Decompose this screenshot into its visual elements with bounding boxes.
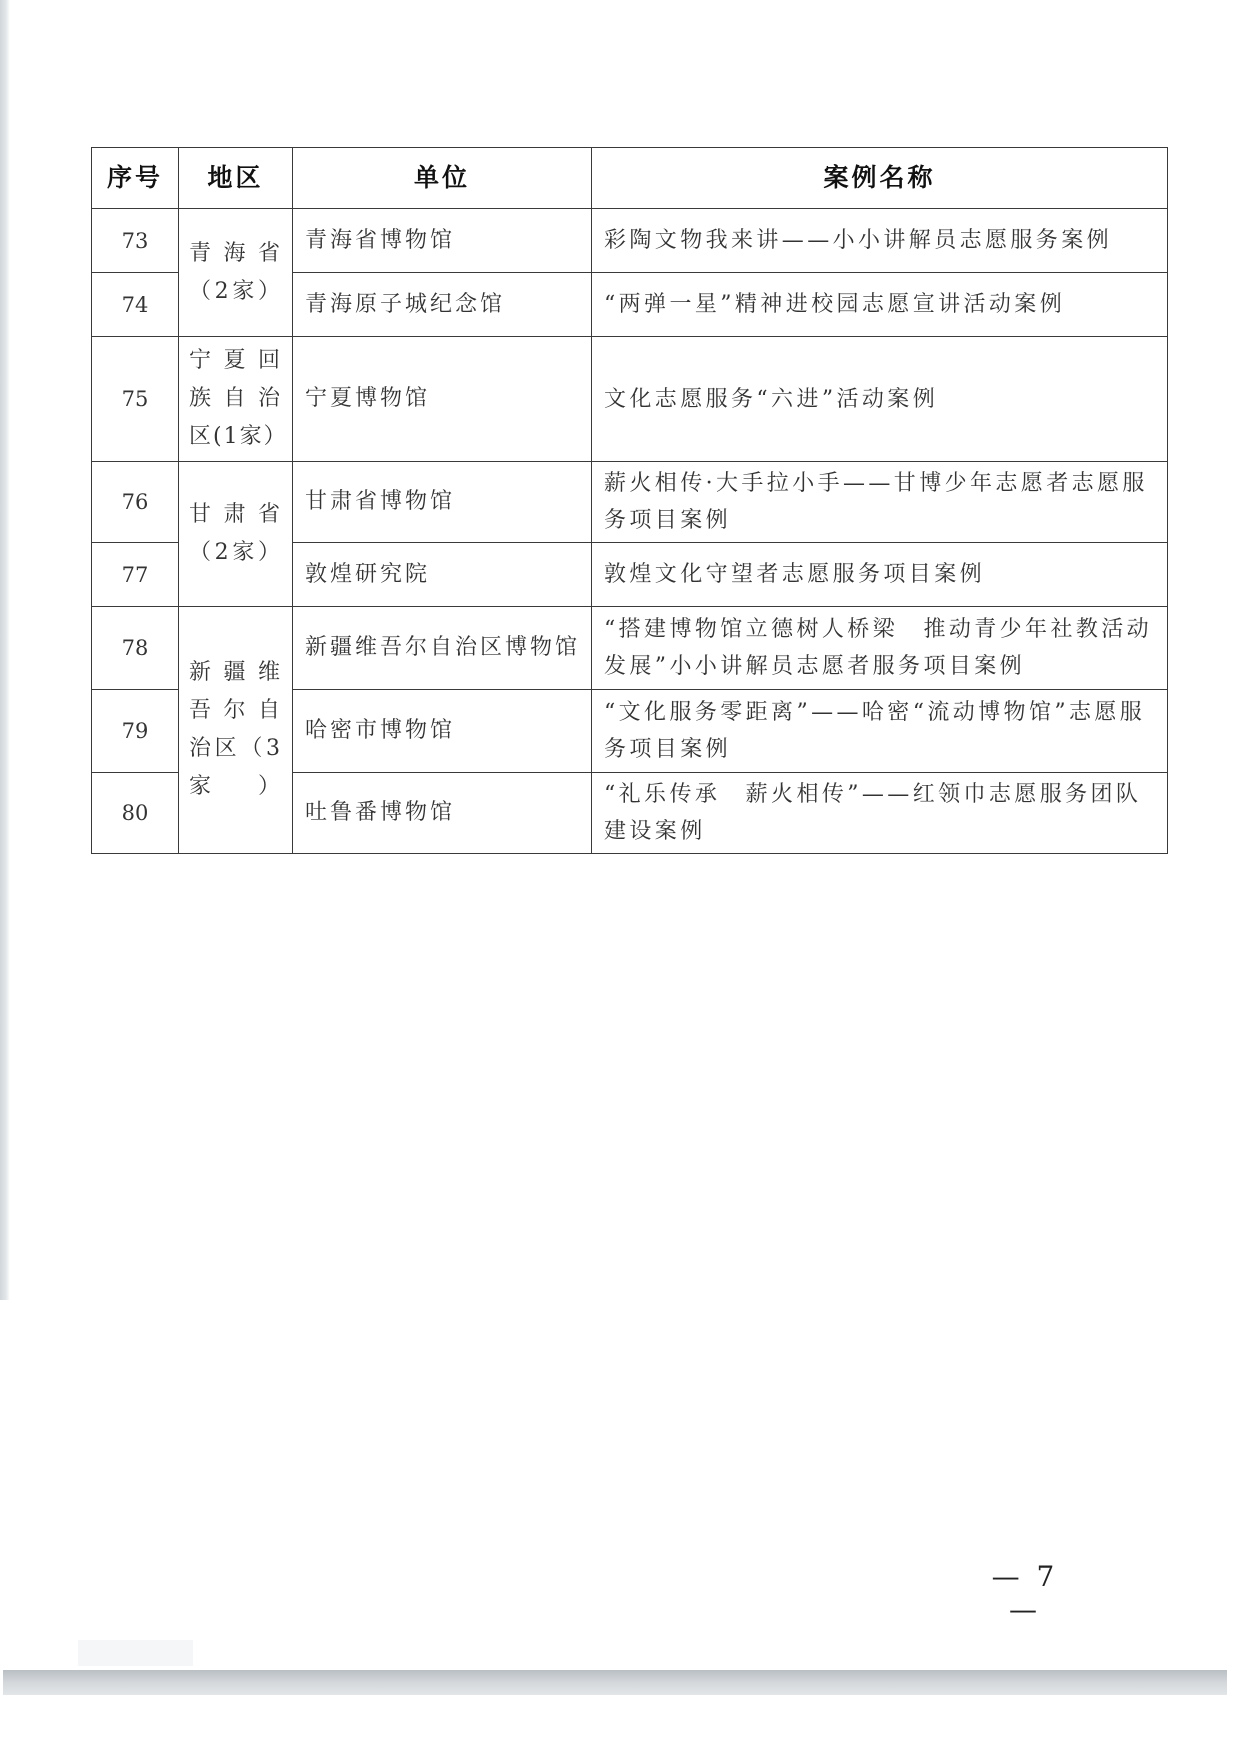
- table-header-row: [92, 148, 1168, 209]
- row-number: 77: [92, 543, 179, 607]
- header-no: 序号: [92, 148, 179, 209]
- row-number: 76: [92, 462, 179, 543]
- case-cell: “礼乐传承 薪火相传”——红领巾志愿服务团队建设案例: [592, 773, 1168, 854]
- unit-cell: 青海原子城纪念馆: [293, 273, 592, 337]
- unit-cell: 敦煌研究院: [293, 543, 592, 607]
- table-row: [92, 462, 1168, 543]
- unit-cell: 青海省博物馆: [293, 209, 592, 273]
- case-cell: 薪火相传·大手拉小手——甘博少年志愿者志愿服务项目案例: [592, 462, 1168, 543]
- table-row: [92, 337, 1168, 462]
- region-cell: 新疆维吾尔自治区（3家）: [179, 607, 293, 854]
- case-list-table: [91, 147, 1168, 854]
- table-row: [92, 607, 1168, 690]
- case-cell: 敦煌文化守望者志愿服务项目案例: [592, 543, 1168, 607]
- unit-cell: 宁夏博物馆: [293, 337, 592, 462]
- table-row: [92, 209, 1168, 273]
- region-cell: 宁夏回族自治区(1家）: [179, 337, 293, 462]
- unit-cell: 甘肃省博物馆: [293, 462, 592, 543]
- unit-cell: 吐鲁番博物馆: [293, 773, 592, 854]
- row-number: 79: [92, 690, 179, 773]
- header-region: 地区: [179, 148, 293, 209]
- unit-cell: 新疆维吾尔自治区博物馆: [293, 607, 592, 690]
- scan-edge-shadow: [0, 0, 10, 1300]
- case-cell: “搭建博物馆立德树人桥梁 推动青少年社教活动发展”小小讲解员志愿者服务项目案例: [592, 607, 1168, 690]
- case-cell: “两弹一星”精神进校园志愿宣讲活动案例: [592, 273, 1168, 337]
- unit-cell: 哈密市博物馆: [293, 690, 592, 773]
- header-case: 案例名称: [592, 148, 1168, 209]
- scan-smudge: [78, 1640, 193, 1666]
- case-cell: 彩陶文物我来讲——小小讲解员志愿服务案例: [592, 209, 1168, 273]
- case-cell: 文化志愿服务“六进”活动案例: [592, 337, 1168, 462]
- row-number: 78: [92, 607, 179, 690]
- row-number: 73: [92, 209, 179, 273]
- page-number: — 7 —: [991, 1560, 1059, 1626]
- case-cell: “文化服务零距离”——哈密“流动博物馆”志愿服务项目案例: [592, 690, 1168, 773]
- row-number: 74: [92, 273, 179, 337]
- scan-bottom-edge: [3, 1670, 1227, 1695]
- region-cell: 甘肃省（2家）: [179, 462, 293, 607]
- header-unit: 单位: [293, 148, 592, 209]
- row-number: 75: [92, 337, 179, 462]
- region-cell: 青海省（2家）: [179, 209, 293, 337]
- row-number: 80: [92, 773, 179, 854]
